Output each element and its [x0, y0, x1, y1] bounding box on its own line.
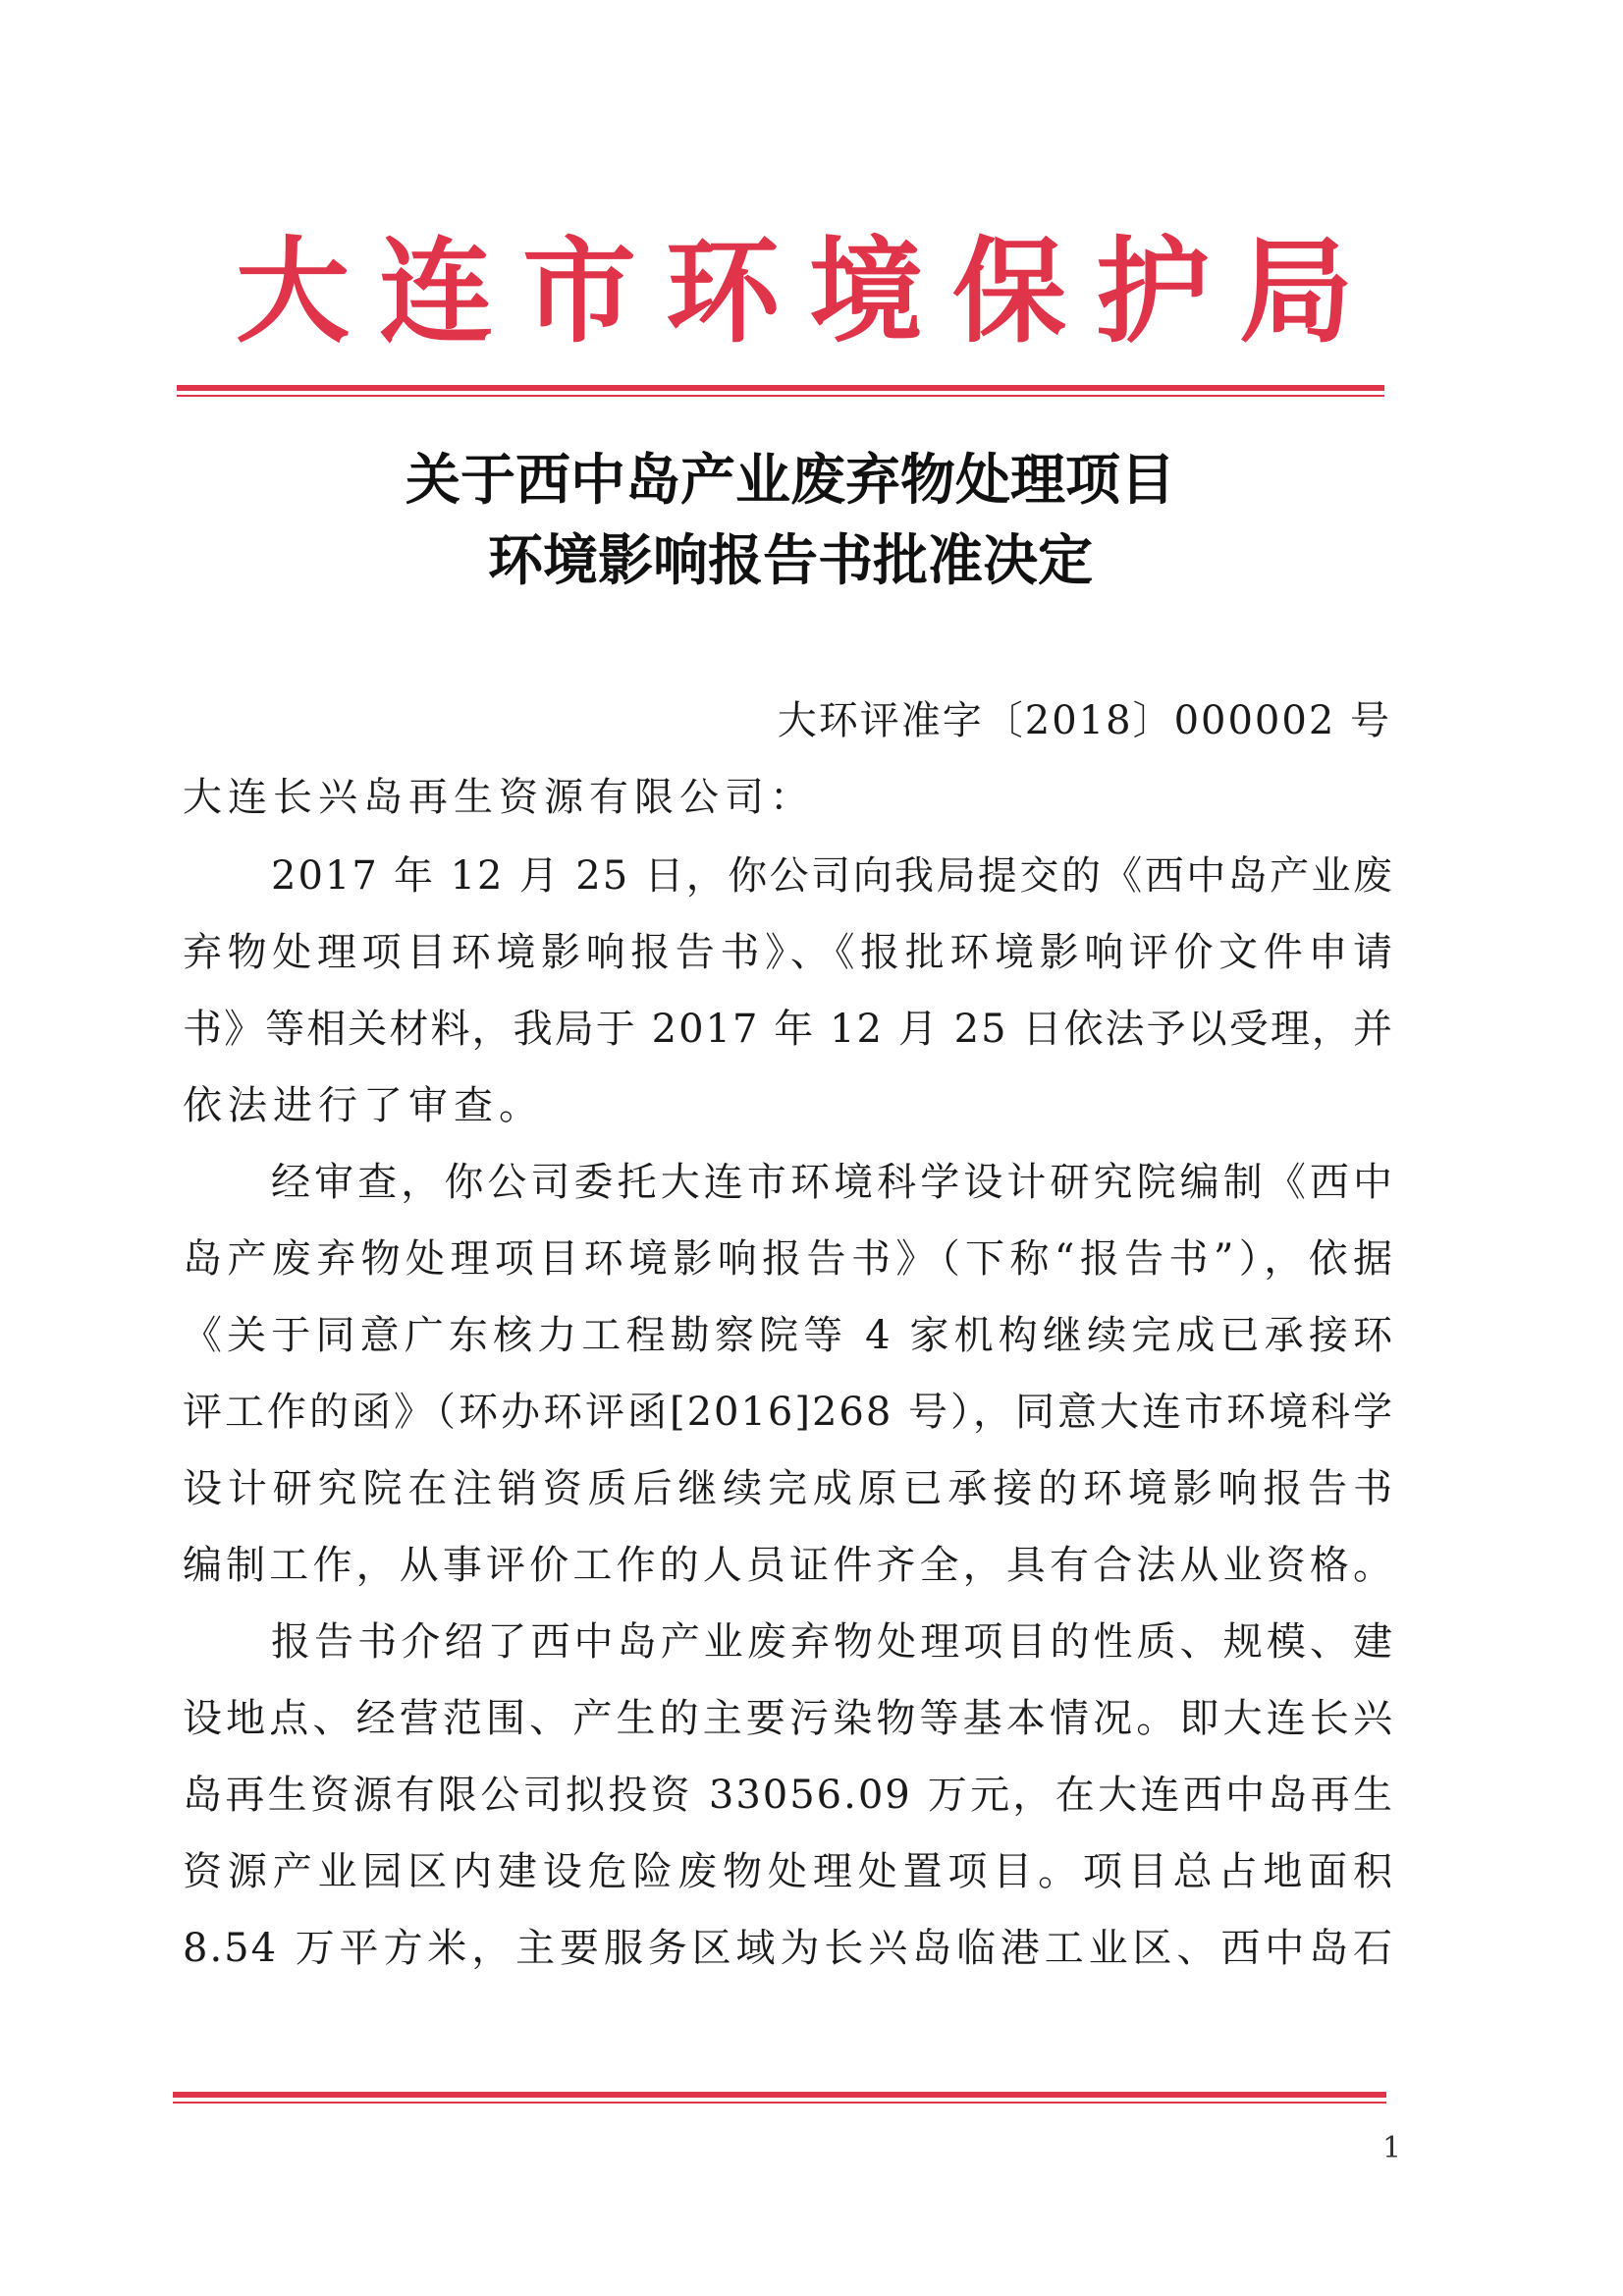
- body-line: 书》等相关材料，我局于 2017 年 12 月 25 日依法予以受理，并: [183, 1007, 1394, 1052]
- body-line: 依法进行了审查。: [183, 1083, 544, 1128]
- red-header-rule: [177, 385, 1384, 401]
- addressee: 大连长兴岛再生资源有限公司：: [183, 775, 815, 820]
- document-title-line-2: 环境影响报告书批准决定: [488, 529, 1093, 593]
- page-number: 1: [1382, 2131, 1402, 2165]
- body-line: 设地点、经营范围、产生的主要污染物等基本情况。即大连长兴: [183, 1696, 1394, 1741]
- body-line: 8.54 万平方米，主要服务区域为长兴岛临港工业区、西中岛石: [183, 1926, 1394, 1971]
- body-line: 报告书介绍了西中岛产业废弃物处理项目的性质、规模、建: [271, 1619, 1394, 1665]
- body-line: 设计研究院在注销资质后继续完成原已承接的环境影响报告书: [183, 1466, 1394, 1511]
- document-number: 大环评准字〔2018〕000002 号: [777, 698, 1391, 743]
- body-line: 弃物处理项目环境影响报告书》、《报批环境影响评价文件申请: [183, 930, 1394, 975]
- body-line: 编制工作，从事评价工作的人员证件齐全，具有合法从业资格。: [183, 1543, 1394, 1588]
- body-line: 《关于同意广东核力工程勘察院等 4 家机构继续完成已承接环: [183, 1313, 1394, 1358]
- body-line: 2017 年 12 月 25 日，你公司向我局提交的《西中岛产业废: [271, 853, 1394, 899]
- body-line: 经审查，你公司委托大连市环境科学设计研究院编制《西中: [271, 1160, 1394, 1205]
- body-line: 岛再生资源有限公司拟投资 33056.09 万元，在大连西中岛再生: [183, 1773, 1394, 1818]
- document-title-line-1: 关于西中岛产业废弃物处理项目: [406, 449, 1175, 513]
- body-line: 资源产业园区内建设危险废物处理处置项目。项目总占地面积: [183, 1849, 1394, 1894]
- red-footer-rule: [173, 2092, 1386, 2107]
- body-line: 岛产废弃物处理项目环境影响报告书》（下称“报告书”），依据: [183, 1236, 1394, 1282]
- agency-masthead: 大连市环境保护局: [236, 226, 1382, 358]
- body-line: 评工作的函》（环办环评函[2016]268 号），同意大连市环境科学: [183, 1390, 1394, 1435]
